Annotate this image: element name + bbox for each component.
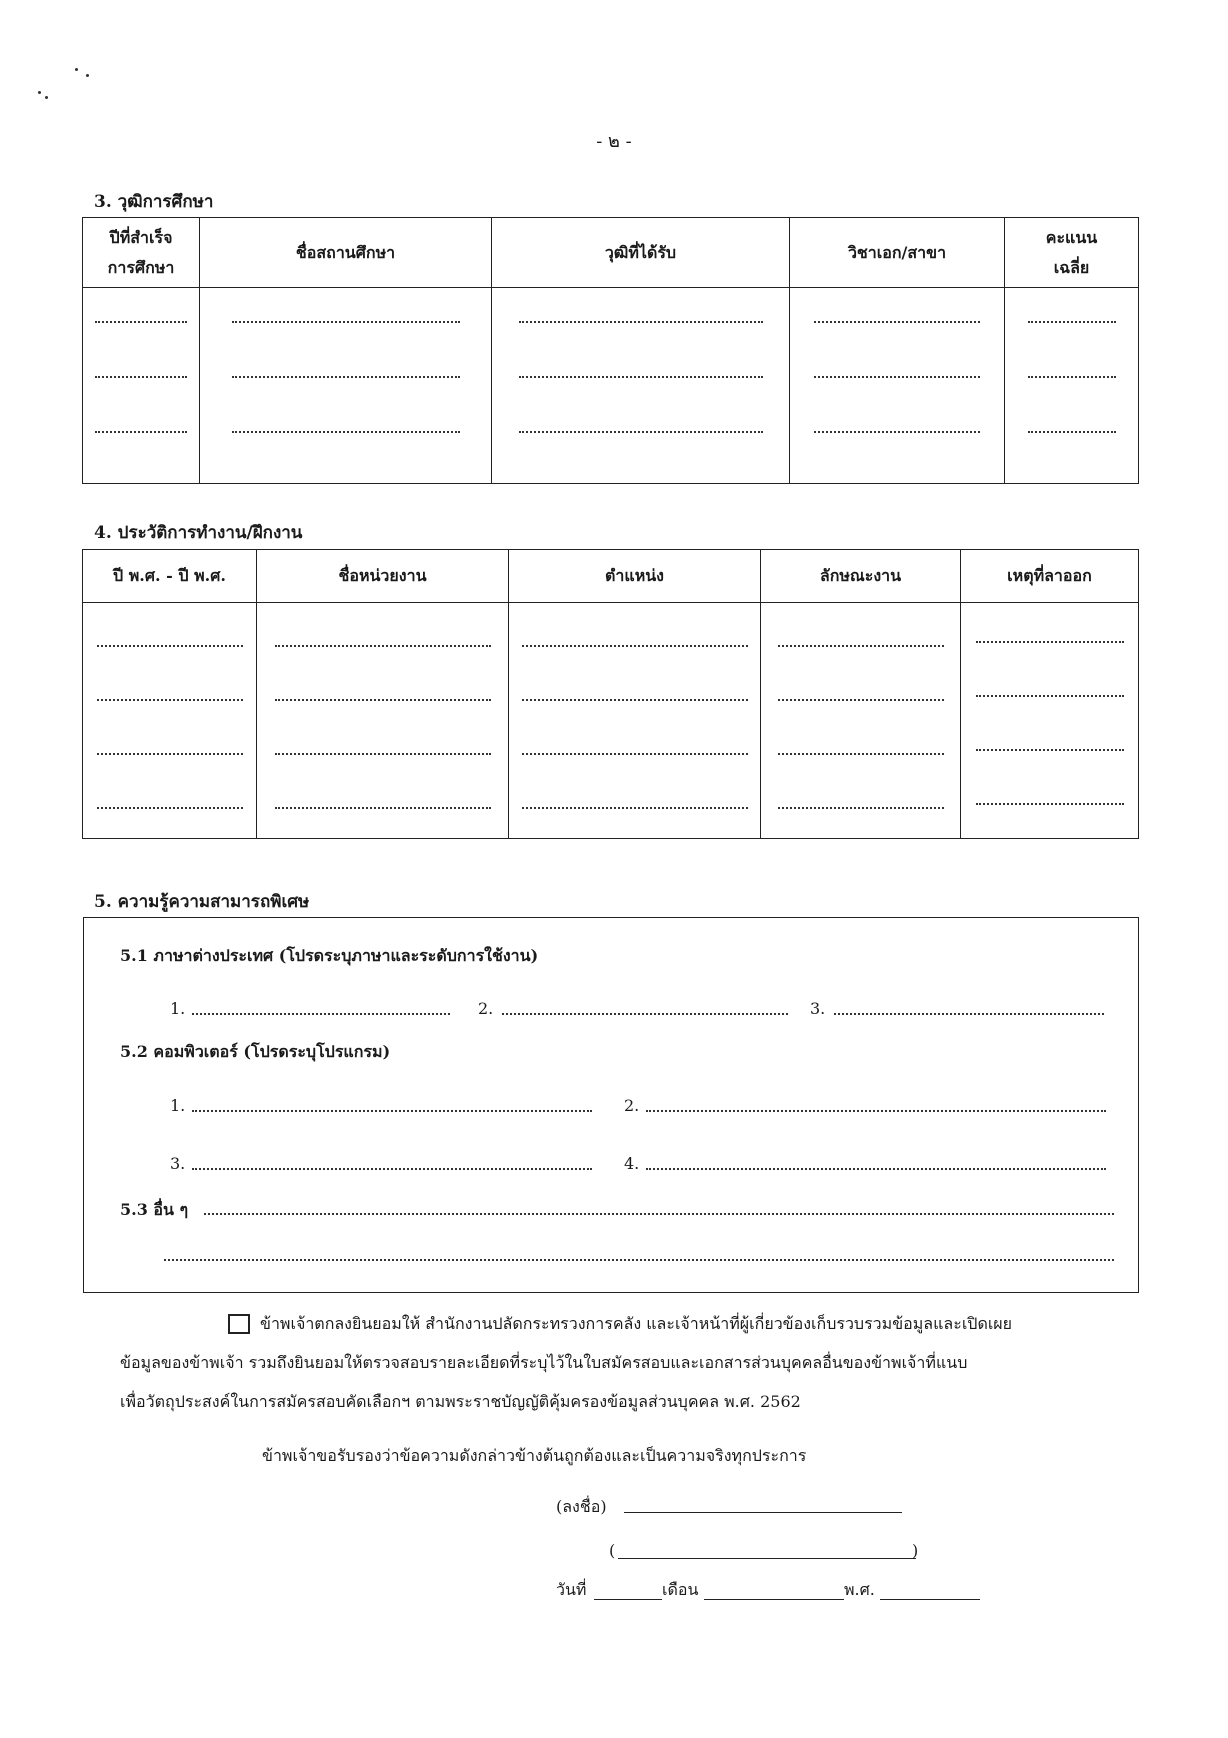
- header-graduation-year: ปีที่สำเร็จ การศึกษา: [83, 218, 200, 288]
- computer-3-number: 3.: [170, 1154, 186, 1173]
- language-3-field[interactable]: [834, 1013, 1104, 1015]
- consent-line-3: เพื่อวัตถุประสงค์ในการสมัครสอบคัดเลือกฯ ตามพระราชบัญญัติคุ้มครองข้อมูลส่วนบุคคล พ.ศ. 2562: [120, 1392, 801, 1411]
- section-5-title: 5. ความรู้ความสามารถพิเศษ: [94, 892, 310, 912]
- major-cell[interactable]: [790, 288, 1005, 484]
- printed-name-close-paren: ): [912, 1541, 919, 1560]
- education-entry-row: [83, 288, 1139, 484]
- computer-4-field[interactable]: [646, 1168, 1106, 1170]
- organization-cell[interactable]: [257, 603, 509, 839]
- header-years: ปี พ.ศ. - ปี พ.ศ.: [83, 550, 257, 603]
- consent-checkbox[interactable]: [228, 1314, 250, 1334]
- special-skills-box: [83, 917, 1139, 1293]
- education-header-row: [83, 218, 1139, 288]
- graduation-year-cell[interactable]: [83, 288, 200, 484]
- header-gpa: คะแนน เฉลี่ย: [1005, 218, 1139, 288]
- printed-name-open-paren: (: [609, 1541, 616, 1560]
- language-1-field[interactable]: [192, 1013, 450, 1015]
- years-cell[interactable]: [83, 603, 257, 839]
- computer-1-number: 1.: [170, 1096, 186, 1115]
- reason-leaving-cell[interactable]: [961, 603, 1139, 839]
- gpa-cell[interactable]: [1005, 288, 1139, 484]
- other-skills-field-2[interactable]: [164, 1259, 1114, 1261]
- header-position: ตำแหน่ง: [509, 550, 761, 603]
- job-nature-cell[interactable]: [761, 603, 961, 839]
- computer-2-number: 2.: [624, 1096, 640, 1115]
- computer-1-field[interactable]: [192, 1110, 592, 1112]
- date-label: วันที่: [556, 1580, 587, 1599]
- header-institution: ชื่อสถานศึกษา: [200, 218, 492, 288]
- signature-line[interactable]: [624, 1512, 902, 1513]
- scan-speck: [86, 74, 89, 77]
- computer-label: 5.2 คอมพิวเตอร์ (โปรดระบุโปรแกรม): [120, 1042, 391, 1061]
- work-entry-row: [83, 603, 1139, 839]
- printed-name-line[interactable]: [618, 1558, 916, 1559]
- header-organization: ชื่อหน่วยงาน: [257, 550, 509, 603]
- computer-3-field[interactable]: [192, 1168, 592, 1170]
- year-label: พ.ศ.: [844, 1580, 875, 1599]
- page-number: - ๒ -: [596, 131, 632, 152]
- month-line[interactable]: [704, 1599, 844, 1600]
- signature-label: (ลงชื่อ): [556, 1497, 607, 1516]
- other-skills-label: 5.3 อื่น ๆ: [120, 1200, 189, 1219]
- scan-speck: [38, 91, 41, 94]
- computer-2-field[interactable]: [646, 1110, 1106, 1112]
- institution-cell[interactable]: [200, 288, 492, 484]
- language-2-field[interactable]: [502, 1013, 788, 1015]
- language-2-number: 2.: [478, 999, 494, 1018]
- header-reason-leaving: เหตุที่ลาออก: [961, 550, 1139, 603]
- degree-cell[interactable]: [492, 288, 790, 484]
- certification-statement: ข้าพเจ้าขอรับรองว่าข้อความดังกล่าวข้างต้นถูกต้องและเป็นความจริงทุกประการ: [262, 1446, 807, 1465]
- position-cell[interactable]: [509, 603, 761, 839]
- header-degree: วุฒิที่ได้รับ: [492, 218, 790, 288]
- language-1-number: 1.: [170, 999, 186, 1018]
- education-table: [82, 217, 1139, 484]
- computer-4-number: 4.: [624, 1154, 640, 1173]
- work-history-table: [82, 549, 1139, 839]
- other-skills-field-1[interactable]: [204, 1213, 1114, 1215]
- section-4-title: 4. ประวัติการทำงาน/ฝึกงาน: [94, 523, 303, 543]
- date-line[interactable]: [594, 1599, 662, 1600]
- work-header-row: [83, 550, 1139, 603]
- month-label: เดือน: [662, 1580, 699, 1599]
- consent-line-2: ข้อมูลของข้าพเจ้า รวมถึงยินยอมให้ตรวจสอบรายละเอียดที่ระบุไว้ในใบสมัครสอบและเอกสารส่วนบุคคลอื่นของข้าพเจ้าที่แนบ: [120, 1353, 968, 1372]
- section-3-title: 3. วุฒิการศึกษา: [94, 192, 214, 212]
- foreign-language-label: 5.1 ภาษาต่างประเทศ (โปรดระบุภาษาและระดับการใช้งาน): [120, 946, 539, 965]
- scan-speck: [75, 68, 78, 71]
- header-job-nature: ลักษณะงาน: [761, 550, 961, 603]
- header-major: วิชาเอก/สาขา: [790, 218, 1005, 288]
- consent-line-1: ข้าพเจ้าตกลงยินยอมให้ สำนักงานปลัดกระทรวงการคลัง และเจ้าหน้าที่ผู้เกี่ยวข้องเก็บรวบรวมข้อมูลและเปิดเผย: [260, 1314, 1013, 1333]
- scan-speck: [45, 96, 48, 99]
- year-line[interactable]: [880, 1599, 980, 1600]
- language-3-number: 3.: [810, 999, 826, 1018]
